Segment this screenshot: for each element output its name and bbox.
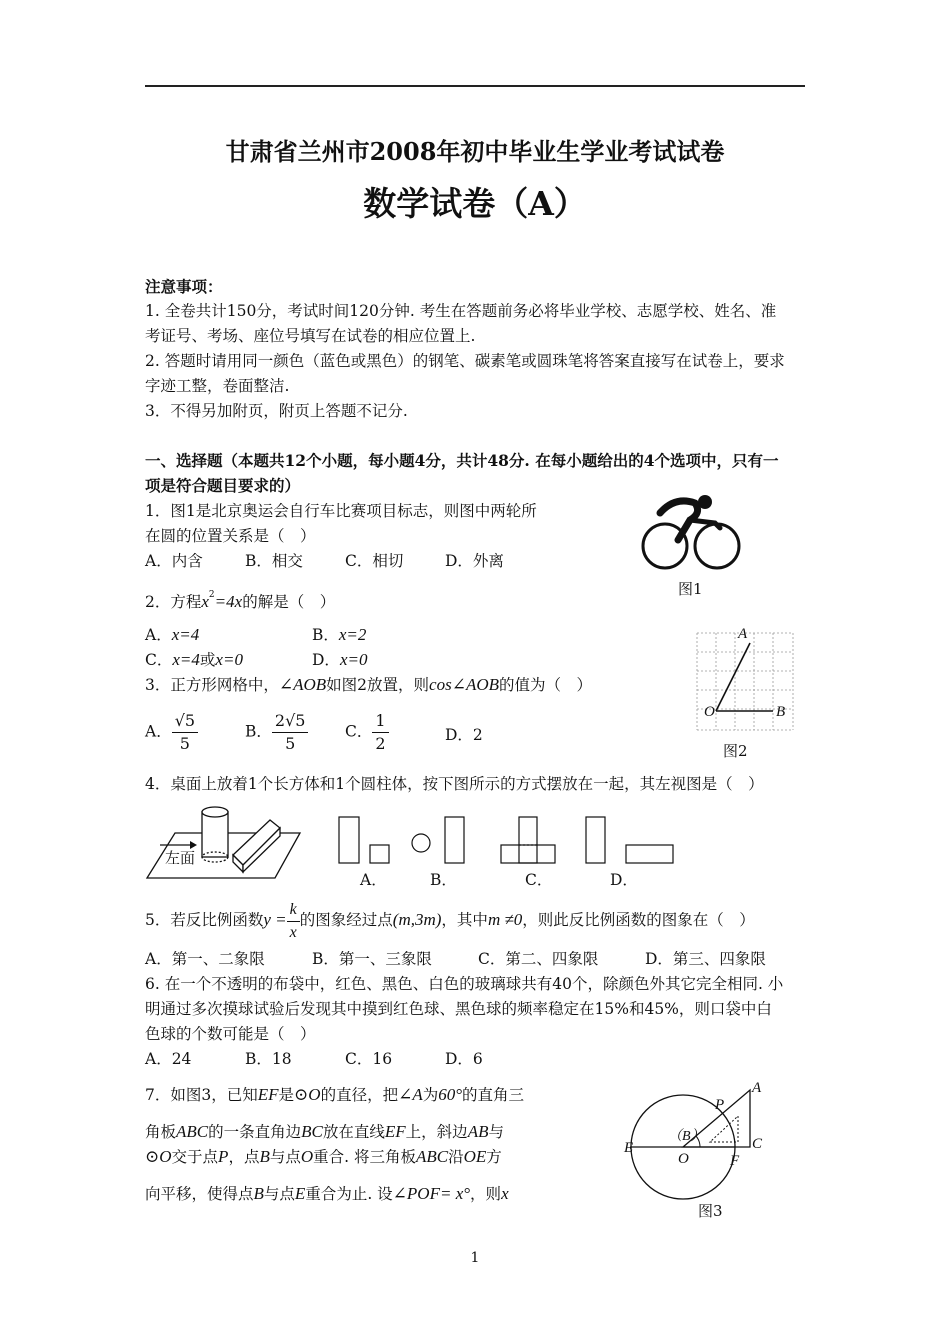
question-2: 2．方程$x^2=4x$的解是（ ） [145, 590, 336, 612]
grid-label-b: B [776, 704, 786, 720]
q6-option-c: C．16 [345, 1050, 393, 1068]
question-5: 5．若反比例函数y = $\frac{k}{x}$ 的图象经过点(m,3m)，其中m ≠0，则此反比例函数的图象在（ ） [145, 900, 755, 941]
q3-option-a: A． $\frac{√5}{5}$ [145, 710, 198, 755]
q5-option-a: A．第一、二象限 [145, 950, 265, 968]
q2-option-b: B．x=2 [312, 625, 367, 644]
q1-option-b: B．相交 [245, 552, 303, 570]
page-number: 1 [470, 1250, 480, 1266]
q6-option-a: A．24 [145, 1050, 192, 1068]
notice-item-2: 2. 答题时请用同一颜色（蓝色或黑色）的钢笔、碳素笔或圆珠笔将答案直接写在试卷上，要求 [145, 352, 785, 370]
question-7-cont-1: 角板ABC的一条直角边BC放在直线EF上，斜边AB与 [145, 1122, 504, 1141]
figure-3-caption: 图3 [698, 1202, 723, 1220]
q2-option-c: C．x=4或x=0 [145, 650, 243, 669]
q5-option-d: D．第三、四象限 [645, 950, 766, 968]
view-options [335, 815, 680, 867]
notice-item-3: 3．不得另加附页，附页上答题不记分. [145, 402, 408, 420]
question-6-cont-2: 色球的个数可能是（ ） [145, 1025, 316, 1043]
grid-label-o: O [704, 704, 715, 720]
notice-item-1-cont: 考证号、考场、座位号填写在试卷的相应位置上. [145, 327, 476, 345]
q3-option-b: B． $\frac{2√5}{5}$ [245, 710, 308, 755]
notice-heading: 注意事项： [145, 277, 223, 296]
q3-option-c: C． $\frac{1}{2}$ [345, 710, 389, 755]
question-1: 1．图1是北京奥运会自行车比赛项目标志，则图中两轮所 [145, 502, 537, 520]
q1-option-c: C．相切 [345, 552, 404, 570]
left-side-label: 左面 [165, 849, 196, 867]
figure-1-caption: 图1 [678, 580, 703, 598]
q4-option-d: D． [610, 871, 638, 889]
exam-title: 甘肃省兰州市2008年初中毕业生学业考试试卷 [225, 137, 725, 166]
q4-option-b: B． [430, 871, 457, 889]
solid-figure [145, 800, 305, 880]
notice-item-1: 1. 全卷共计150分，考试时间120分钟. 考生在答题前务必将毕业学校、志愿学校、姓名、准 [145, 302, 777, 320]
q6-option-d: D．6 [445, 1050, 483, 1068]
fig3-label-b: （B） [668, 1129, 705, 1144]
section-heading: 一、选择题（本题共12个小题，每小题4分，共计48分. 在每小题给出的4个选项中，只有一 [145, 451, 779, 470]
q5-option-b: B．第一、三象限 [312, 950, 432, 968]
q1-option-d: D．外离 [445, 552, 504, 570]
q2-option-d: D．x=0 [312, 650, 368, 669]
q2-option-a: A．x=4 [145, 625, 200, 644]
question-6: 6. 在一个不透明的布袋中，红色、黑色、白色的玻璃球共有40个，除颜色外其它完全相同. 小 [145, 975, 784, 993]
q5-option-c: C．第二、四象限 [478, 950, 599, 968]
q3-option-d: D．2 [445, 726, 483, 744]
notice-item-2-cont: 字迹工整，卷面整洁. [145, 377, 290, 395]
question-4: 4．桌面上放着1个长方体和1个圆柱体，按下图所示的方式摆放在一起，其左视图是（ ） [145, 775, 764, 793]
question-7-cont-3: 向平移，使得点B与点E重合为止. 设∠POF= x°，则x [145, 1184, 509, 1203]
question-7: 7．如图3，已知EF是⊙O的直径，把∠A为60°的直角三 [145, 1085, 525, 1104]
q1-option-a: A．内含 [145, 552, 203, 570]
header-rule [145, 85, 805, 87]
section-heading-cont: 项是符合题目要求的） [145, 476, 301, 495]
question-7-cont-2: ⊙O交于点P，点B与点O重合. 将三角板ABC沿OE方 [145, 1147, 502, 1166]
fig3-label-f: F [730, 1153, 740, 1169]
fig3-label-e: E [624, 1140, 634, 1156]
fig3-label-o: O [678, 1151, 689, 1167]
question-1-cont: 在圆的位置关系是（ ） [145, 527, 316, 545]
question-6-cont-1: 明通过多次摸球试验后发现其中摸到红色球、黑色球的频率稳定在15%和45%，则口袋中白 [145, 1000, 772, 1018]
fig3-label-a: A [752, 1080, 762, 1096]
q6-option-b: B．18 [245, 1050, 292, 1068]
question-3: 3．正方形网格中，∠AOB如图2放置，则cos∠AOB的值为（ ） [145, 675, 593, 694]
q4-option-a: A． [360, 871, 387, 889]
q4-option-c: C． [525, 871, 553, 889]
grid-label-a: A [738, 626, 748, 642]
fig3-label-p: P [715, 1097, 725, 1113]
exam-subtitle: 数学试卷（A） [363, 184, 587, 223]
fig3-label-c: C [752, 1136, 763, 1152]
figure-2-caption: 图2 [723, 742, 748, 760]
cyclist-figure [630, 488, 750, 573]
